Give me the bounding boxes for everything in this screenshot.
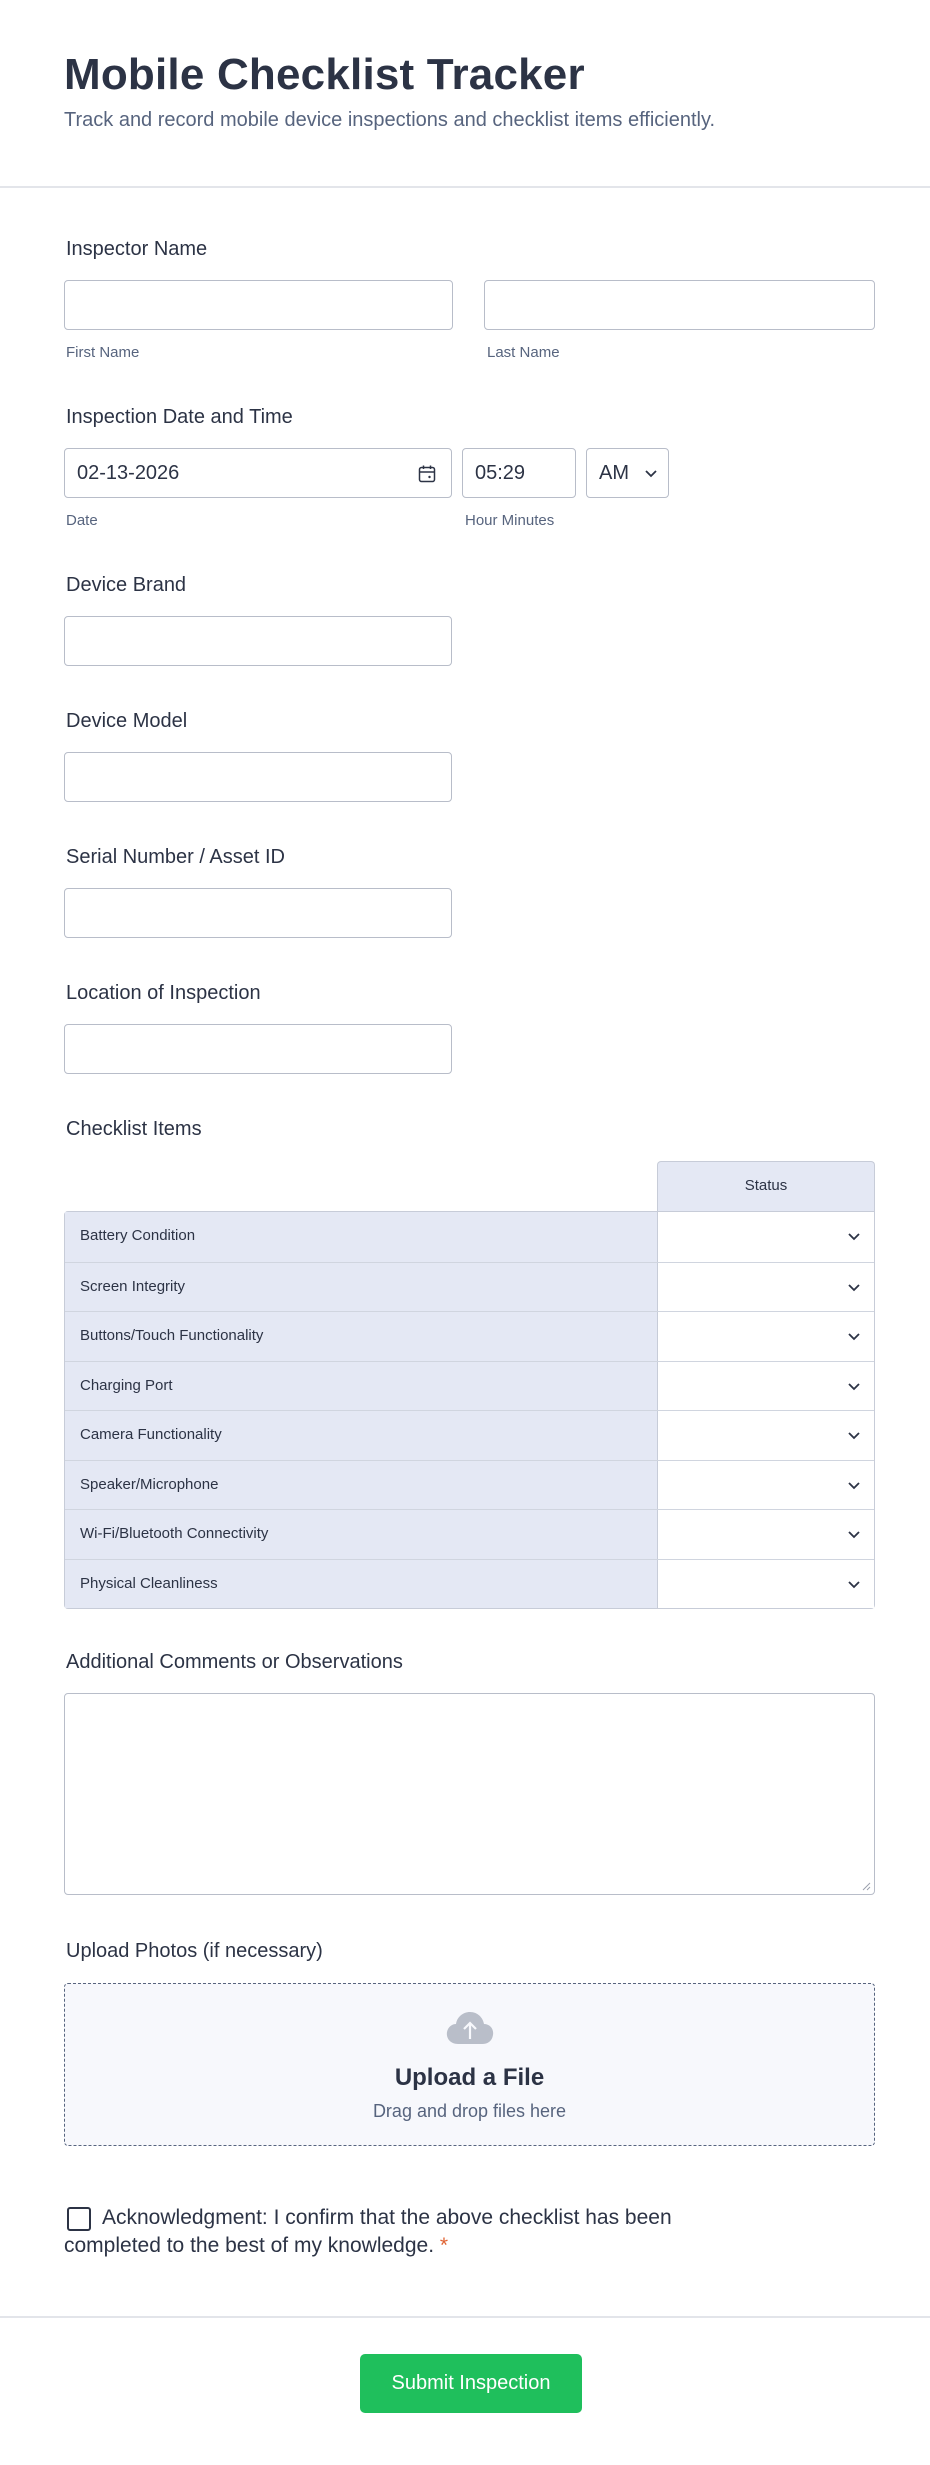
chevron-down-icon bbox=[847, 1431, 861, 1440]
resize-grip-icon[interactable] bbox=[861, 1881, 871, 1891]
time-value: 05:29 bbox=[475, 462, 526, 484]
date-input[interactable] bbox=[64, 448, 452, 498]
device-brand-input[interactable] bbox=[64, 616, 452, 666]
checklist-row-label: Physical Cleanliness bbox=[65, 1560, 658, 1609]
form-title: Mobile Checklist Tracker bbox=[64, 50, 585, 99]
device-brand-label: Device Brand bbox=[66, 574, 187, 596]
checklist-row-label: Buttons/Touch Functionality bbox=[65, 1312, 658, 1361]
chevron-down-icon bbox=[847, 1382, 861, 1391]
status-select[interactable] bbox=[658, 1411, 874, 1460]
checklist-row bbox=[65, 1361, 874, 1411]
footer-divider bbox=[0, 2316, 930, 2318]
checklist-row bbox=[65, 1212, 874, 1262]
acknowledgment-text: Acknowledgment: I confirm that the above checklist has been completed to the best of my knowledge. bbox=[64, 2206, 672, 2257]
location-input[interactable] bbox=[64, 1024, 452, 1074]
upload-title: Upload a File bbox=[394, 2064, 545, 2091]
status-select[interactable] bbox=[658, 1312, 874, 1361]
checklist-row-label: Wi-Fi/Bluetooth Connectivity bbox=[65, 1510, 658, 1559]
upload-subtitle: Drag and drop files here bbox=[372, 2101, 567, 2121]
status-select[interactable] bbox=[658, 1461, 874, 1510]
first-name-input[interactable] bbox=[64, 280, 453, 330]
ampm-value: AM bbox=[599, 462, 629, 484]
checklist-row bbox=[65, 1509, 874, 1559]
checklist-row bbox=[65, 1410, 874, 1460]
device-model-input[interactable] bbox=[64, 752, 452, 802]
checklist-row bbox=[65, 1311, 874, 1361]
checklist-row-label: Charging Port bbox=[65, 1362, 658, 1411]
chevron-down-icon bbox=[847, 1232, 861, 1241]
cloud-upload-icon bbox=[445, 2010, 495, 2046]
calendar-icon[interactable] bbox=[417, 464, 437, 484]
chevron-down-icon bbox=[847, 1481, 861, 1490]
chevron-down-icon bbox=[644, 469, 658, 478]
ampm-select[interactable] bbox=[586, 448, 669, 498]
acknowledgment-label bbox=[64, 2204, 704, 2260]
submit-button[interactable]: Submit Inspection bbox=[360, 2354, 582, 2413]
status-select[interactable] bbox=[658, 1560, 874, 1609]
last-name-sublabel: Last Name bbox=[487, 344, 560, 361]
first-name-sublabel: First Name bbox=[66, 344, 140, 361]
comments-textarea[interactable] bbox=[64, 1693, 875, 1895]
serial-number-label: Serial Number / Asset ID bbox=[66, 846, 285, 868]
upload-label: Upload Photos (if necessary) bbox=[66, 1940, 323, 1962]
time-sublabel: Hour Minutes bbox=[465, 512, 555, 529]
checklist-row-label: Speaker/Microphone bbox=[65, 1461, 658, 1510]
chevron-down-icon bbox=[847, 1580, 861, 1589]
status-select[interactable] bbox=[658, 1263, 874, 1312]
location-label: Location of Inspection bbox=[66, 982, 261, 1004]
status-select[interactable] bbox=[658, 1362, 874, 1411]
chevron-down-icon bbox=[847, 1283, 861, 1292]
chevron-down-icon bbox=[847, 1332, 861, 1341]
comments-label: Additional Comments or Observations bbox=[66, 1651, 403, 1673]
date-value: 02-13-2026 bbox=[77, 462, 180, 484]
inspection-datetime-label: Inspection Date and Time bbox=[66, 406, 293, 428]
chevron-down-icon bbox=[847, 1530, 861, 1539]
status-select[interactable] bbox=[658, 1510, 874, 1559]
checklist-matrix bbox=[64, 1211, 875, 1609]
checklist-row bbox=[65, 1460, 874, 1510]
required-asterisk: * bbox=[439, 2234, 449, 2257]
form-subtitle: Track and record mobile device inspections and checklist items efficiently. bbox=[64, 109, 716, 131]
status-column-header: Status bbox=[657, 1161, 875, 1211]
serial-number-input[interactable] bbox=[64, 888, 452, 938]
time-input[interactable] bbox=[462, 448, 576, 498]
device-model-label: Device Model bbox=[66, 710, 188, 732]
inspector-name-label: Inspector Name bbox=[66, 238, 208, 260]
checklist-row bbox=[65, 1559, 874, 1609]
checklist-row bbox=[65, 1262, 874, 1312]
date-sublabel: Date bbox=[66, 512, 98, 529]
last-name-input[interactable] bbox=[484, 280, 875, 330]
checklist-label: Checklist Items bbox=[66, 1118, 202, 1140]
file-upload-dropzone[interactable] bbox=[64, 1983, 875, 2146]
status-select[interactable] bbox=[658, 1212, 874, 1262]
checklist-row-label: Battery Condition bbox=[65, 1212, 658, 1262]
checklist-row-label: Camera Functionality bbox=[65, 1411, 658, 1460]
checklist-row-label: Screen Integrity bbox=[65, 1263, 658, 1312]
form-header bbox=[0, 0, 930, 188]
